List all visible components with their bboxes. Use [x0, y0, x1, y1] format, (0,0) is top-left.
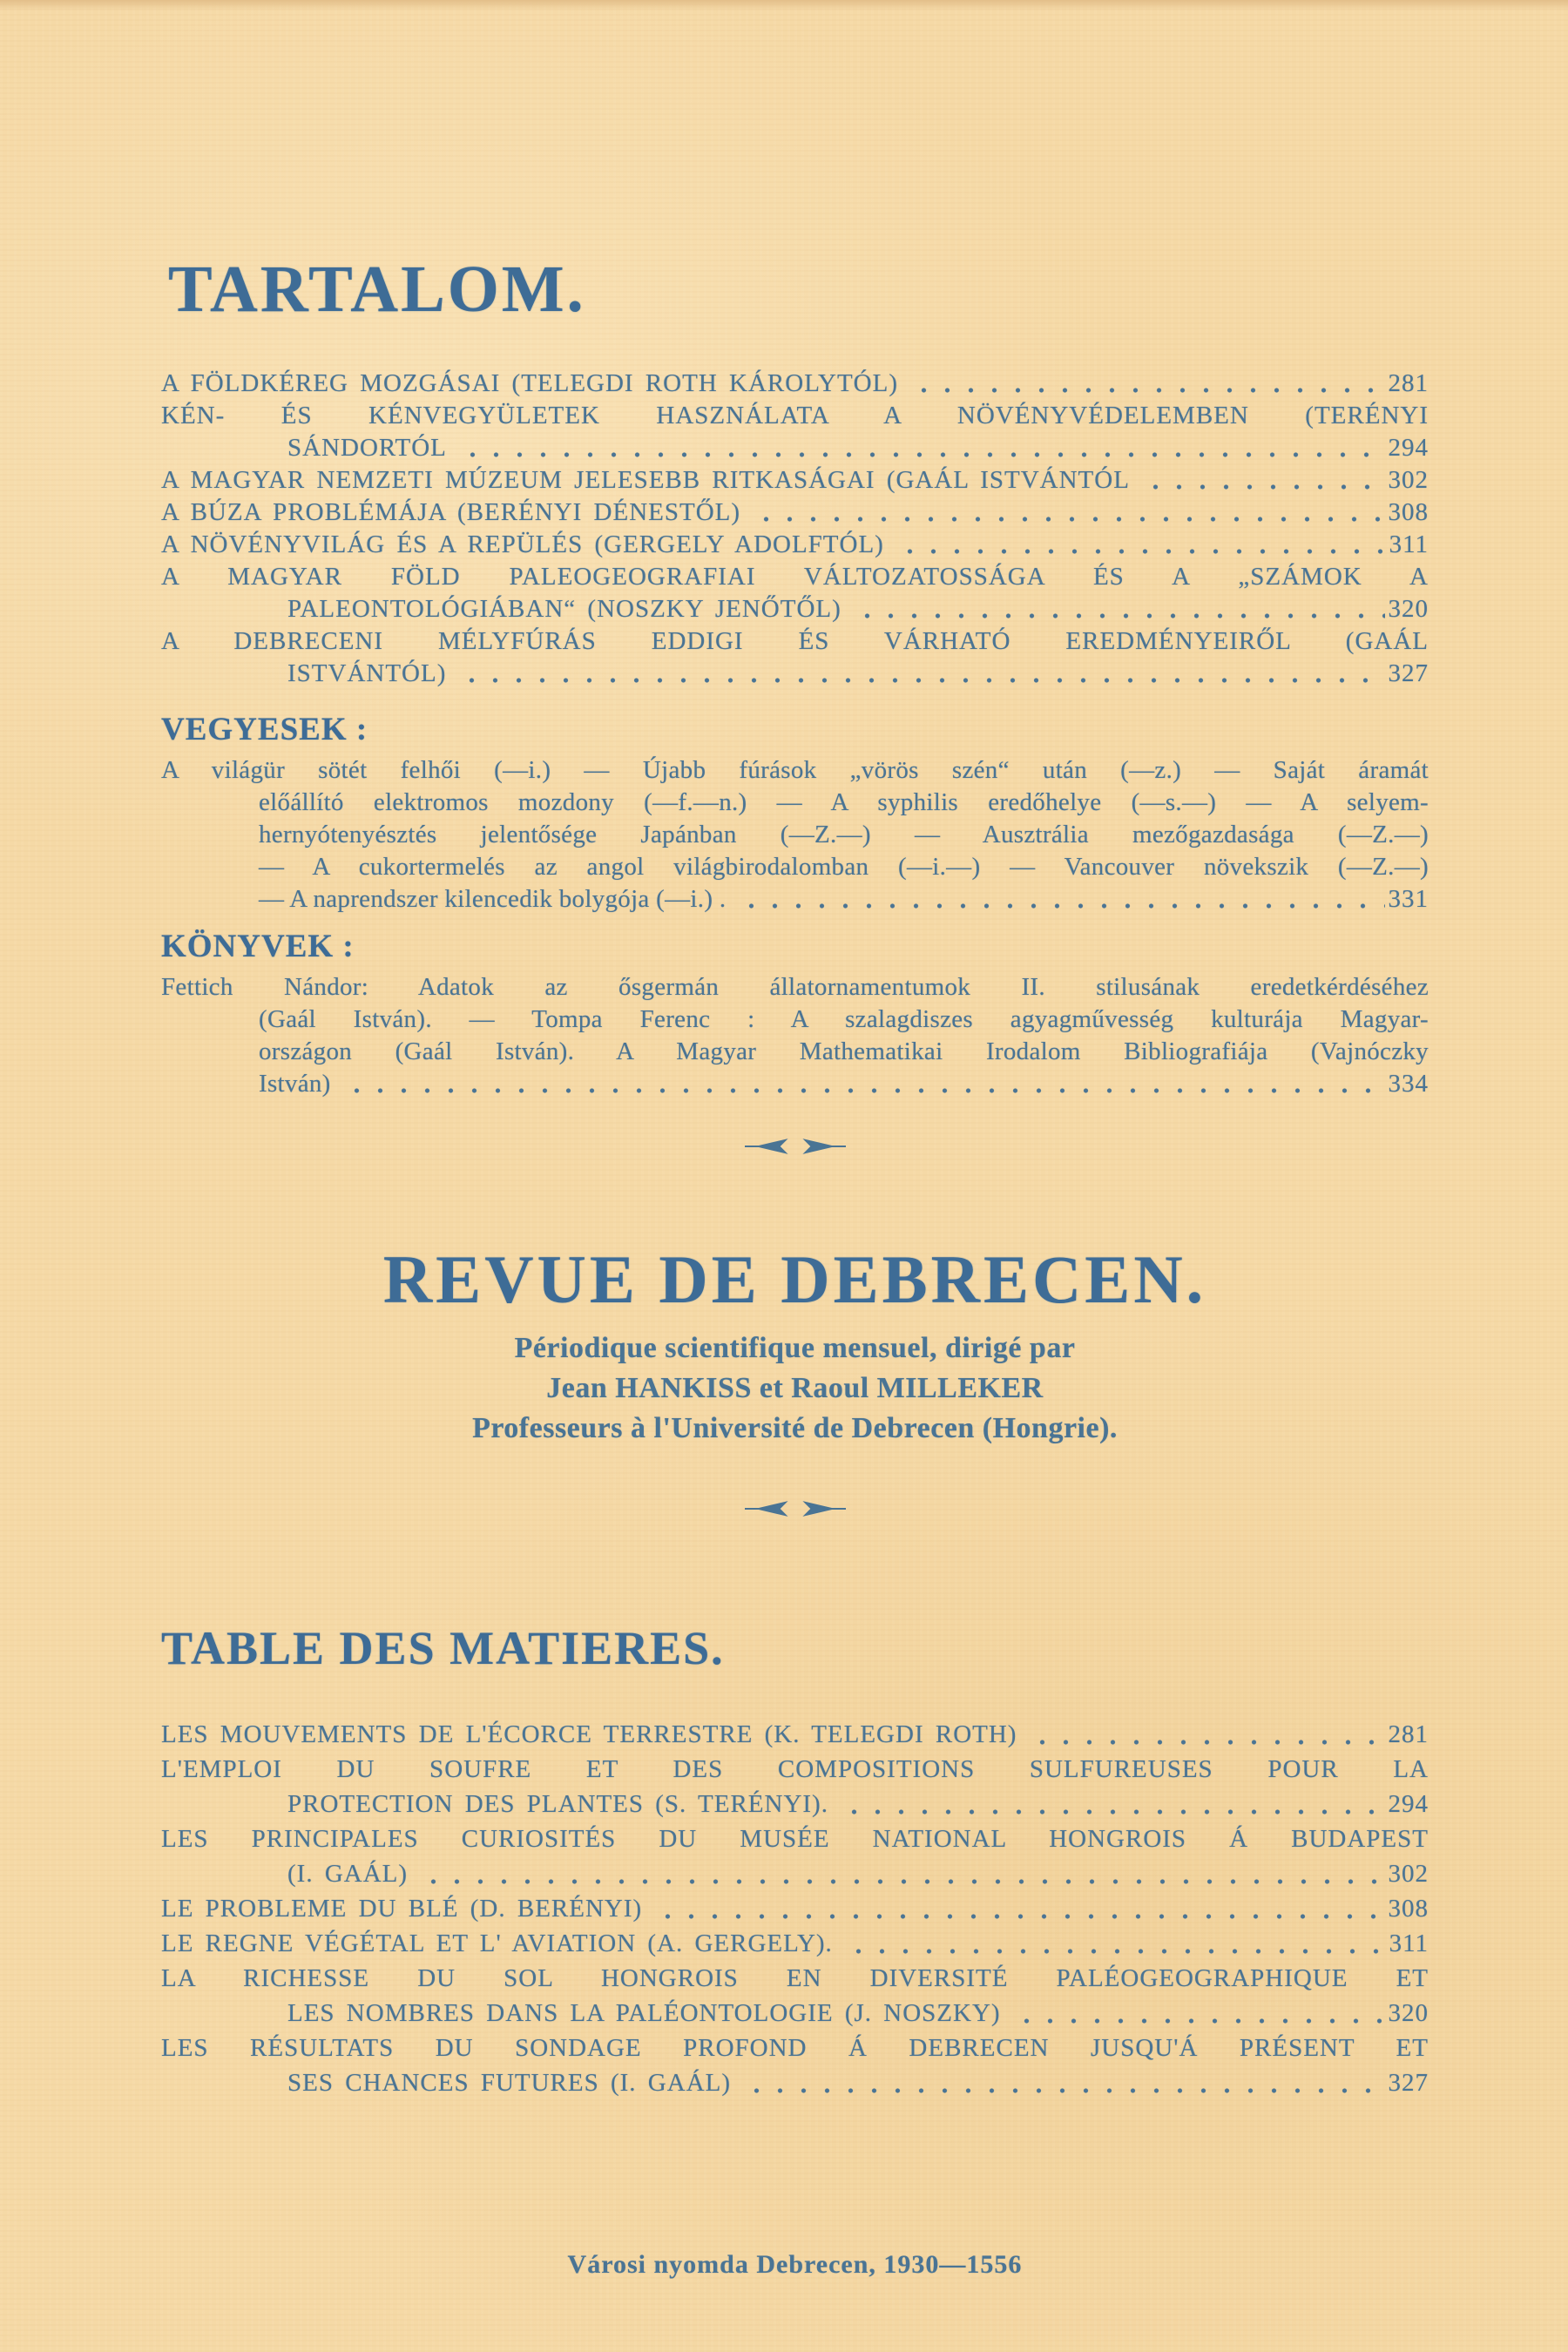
paragraph-last-line: [161, 1068, 1429, 1100]
books-section-heading: KÖNYVEK :: [161, 929, 355, 964]
toc-page-number: 331: [1388, 885, 1429, 913]
revue-affiliation: Professeurs à l'Université de Debrecen (Hongrie).: [472, 1412, 1118, 1444]
toc-entry: [161, 464, 1429, 497]
dot-leader: [736, 883, 1384, 916]
toc-entry: [161, 1787, 1429, 1821]
toc-entry-text: ISTVÁNTÓL): [287, 659, 447, 687]
hungarian-contents-title: TARTALOM.: [168, 253, 586, 326]
dot-leader: [457, 432, 1385, 464]
toc-entry-text: A MAGYAR NEMZETI MÚZEUM JELESEBB RITKASÁGAI (GAÁL ISTVÁNTÓL: [161, 466, 1130, 494]
printer-imprint: Városi nyomda Debrecen, 1930—1556: [567, 2250, 1023, 2279]
toc-entry-wrap-line: A MAGYAR FÖLD PALEOGEOGRAFIAI VÁLTOZATOSSÁGA ÉS A „SZÁMOK A: [161, 563, 1429, 591]
toc-entry-text: LE PROBLEME DU BLÉ (D. BERÉNYI): [161, 1895, 643, 1923]
toc-entry-wrap-line: LES PRINCIPALES CURIOSITÉS DU MUSÉE NATIONAL HONGROIS Á BUDAPEST: [161, 1825, 1429, 1853]
dot-leader: [852, 593, 1385, 625]
paragraph-line: hernyótenyésztés jelentősége Japánban (—Z.—) — Ausztrália mezőgazdasága (—Z.—): [259, 821, 1429, 848]
dot-leader: [843, 1926, 1386, 1961]
french-contents-title: TABLE DES MATIERES.: [161, 1622, 725, 1674]
toc-entry-text: SÁNDORTÓL: [287, 434, 447, 462]
toc-entry-text: LE REGNE VÉGÉTAL ET L' AVIATION (A. GERGELY).: [161, 1930, 833, 1957]
revue-editors: Jean HANKISS et Raoul MILLEKER: [546, 1372, 1044, 1404]
toc-entry-text: LES NOMBRES DANS LA PALÉONTOLOGIE (J. NOSZKY): [287, 1999, 1001, 2027]
dot-leader: [341, 1068, 1385, 1100]
toc-page-number: 311: [1389, 531, 1429, 558]
toc-page-number: 281: [1388, 369, 1429, 397]
toc-entry-wrap-line: LES RÉSULTATS DU SONDAGE PROFOND Á DEBRECEN JUSQU'Á PRÉSENT ET: [161, 2034, 1429, 2062]
dot-leader: [1011, 1996, 1385, 2031]
toc-entry-text: PROTECTION DES PLANTES (S. TERÉNYI).: [287, 1790, 828, 1818]
dot-leader: [909, 368, 1385, 400]
toc-entry: [161, 1717, 1429, 1752]
paragraph-last-line: [161, 883, 1429, 916]
toc-entry: [161, 529, 1429, 561]
double-arrow-ornament-icon: [743, 1497, 848, 1520]
toc-page-number: 294: [1388, 434, 1429, 462]
toc-entry: [161, 1856, 1429, 1891]
toc-entry: [161, 432, 1429, 464]
dot-leader: [741, 2065, 1384, 2100]
toc-entry-wrap-line: L'EMPLOI DU SOUFRE ET DES COMPOSITIONS SULFUREUSES POUR LA: [161, 1755, 1429, 1783]
paragraph-line: A világür sötét felhői (—i.) — Újabb fúrások „vörös szén“ után (—z.) — Saját áramát: [161, 756, 1429, 784]
toc-page-number: 302: [1388, 1860, 1429, 1888]
toc-page-number: 308: [1388, 498, 1429, 526]
toc-page-number: 311: [1389, 1930, 1429, 1957]
toc-entry: [161, 1926, 1429, 1961]
toc-page-number: 320: [1388, 1999, 1429, 2027]
toc-entry-text: A BÚZA PROBLÉMÁJA (BERÉNYI DÉNESTŐL): [161, 498, 741, 526]
toc-entry-text: PALEONTOLÓGIÁBAN“ (NOSZKY JENŐTŐL): [287, 595, 841, 623]
paragraph-line: Fettich Nándor: Adatok az ősgermán állatornamentumok II. stilusának eredetkérdéséhez: [161, 973, 1429, 1001]
toc-entry-wrap-line: KÉN- ÉS KÉNVEGYÜLETEK HASZNÁLATA A NÖVÉNYVÉDELEMBEN (TERÉNYI: [161, 402, 1429, 429]
dot-leader: [456, 658, 1384, 690]
dot-leader: [1027, 1717, 1384, 1752]
toc-entry-wrap-line: A DEBRECENI MÉLYFÚRÁS EDDIGI ÉS VÁRHATÓ EREDMÉNYEIRŐL (GAÁL: [161, 627, 1429, 655]
toc-entry: [161, 1996, 1429, 2031]
french-toc: [161, 1717, 1429, 2100]
toc-page-number: 327: [1388, 2069, 1429, 2097]
toc-entry-text: LES MOUVEMENTS DE L'ÉCORCE TERRESTRE (K. TELEGDI ROTH): [161, 1720, 1017, 1748]
paragraph-line: — A naprendszer kilencedik bolygója (—i.) .: [259, 885, 727, 913]
dot-leader: [652, 1891, 1384, 1926]
hungarian-toc: [161, 368, 1429, 690]
dot-leader: [1140, 464, 1385, 497]
toc-entry: [161, 658, 1429, 690]
section-divider: [161, 1497, 1429, 1520]
toc-entry: [161, 497, 1429, 529]
miscellany-paragraph: [161, 754, 1429, 916]
toc-page-number: 294: [1388, 1790, 1429, 1818]
paragraph-line: (Gaál István). — Tompa Ferenc : A szalagdiszes agyagművesség kulturája Magyar-: [259, 1005, 1429, 1033]
toc-page-number: 327: [1388, 659, 1429, 687]
revue-masthead: [161, 1243, 1429, 1449]
paragraph-line: István): [259, 1070, 331, 1098]
toc-page-number: 334: [1388, 1070, 1429, 1098]
toc-entry: [161, 593, 1429, 625]
toc-entry-text: (I. GAÁL): [287, 1860, 409, 1888]
toc-entry-text: SES CHANCES FUTURES (I. GAÁL): [287, 2069, 732, 2097]
paragraph-line: — A cukortermelés az angol világbirodalomban (—i.—) — Vancouver növekszik (—Z.—): [259, 853, 1429, 881]
revue-subtitle: Périodique scientifique mensuel, dirigé par: [514, 1332, 1076, 1364]
revue-title: REVUE DE DEBRECEN.: [382, 1241, 1207, 1317]
double-arrow-ornament-icon: [743, 1135, 848, 1158]
dot-leader: [418, 1856, 1384, 1891]
books-paragraph: [161, 971, 1429, 1100]
paragraph-line: országon (Gaál István). A Magyar Mathematikai Irodalom Bibliografiája (Vajnóczky: [259, 1037, 1429, 1065]
toc-entry-wrap-line: LA RICHESSE DU SOL HONGROIS EN DIVERSITÉ PALÉOGEOGRAPHIQUE ET: [161, 1964, 1429, 1992]
miscellany-section-heading: VEGYESEK :: [161, 712, 368, 747]
dot-leader: [751, 497, 1384, 529]
toc-entry: [161, 368, 1429, 400]
paragraph-line: előállító elektromos mozdony (—f.—n.) — A syphilis eredőhelye (—s.—) — A selyem-: [259, 788, 1429, 816]
toc-page-number: 281: [1388, 1720, 1429, 1748]
dot-leader: [839, 1787, 1385, 1821]
toc-entry-text: A NÖVÉNYVILÁG ÉS A REPÜLÉS (GERGELY ADOLFTÓL): [161, 531, 884, 558]
toc-entry-text: A FÖLDKÉREG MOZGÁSAI (TELEGDI ROTH KÁROLYTÓL): [161, 369, 898, 397]
toc-entry: [161, 1891, 1429, 1926]
section-divider: [161, 1135, 1429, 1158]
toc-entry: [161, 2065, 1429, 2100]
toc-page-number: 308: [1388, 1895, 1429, 1923]
dot-leader: [895, 529, 1386, 561]
toc-page-number: 320: [1388, 595, 1429, 623]
toc-page-number: 302: [1388, 466, 1429, 494]
